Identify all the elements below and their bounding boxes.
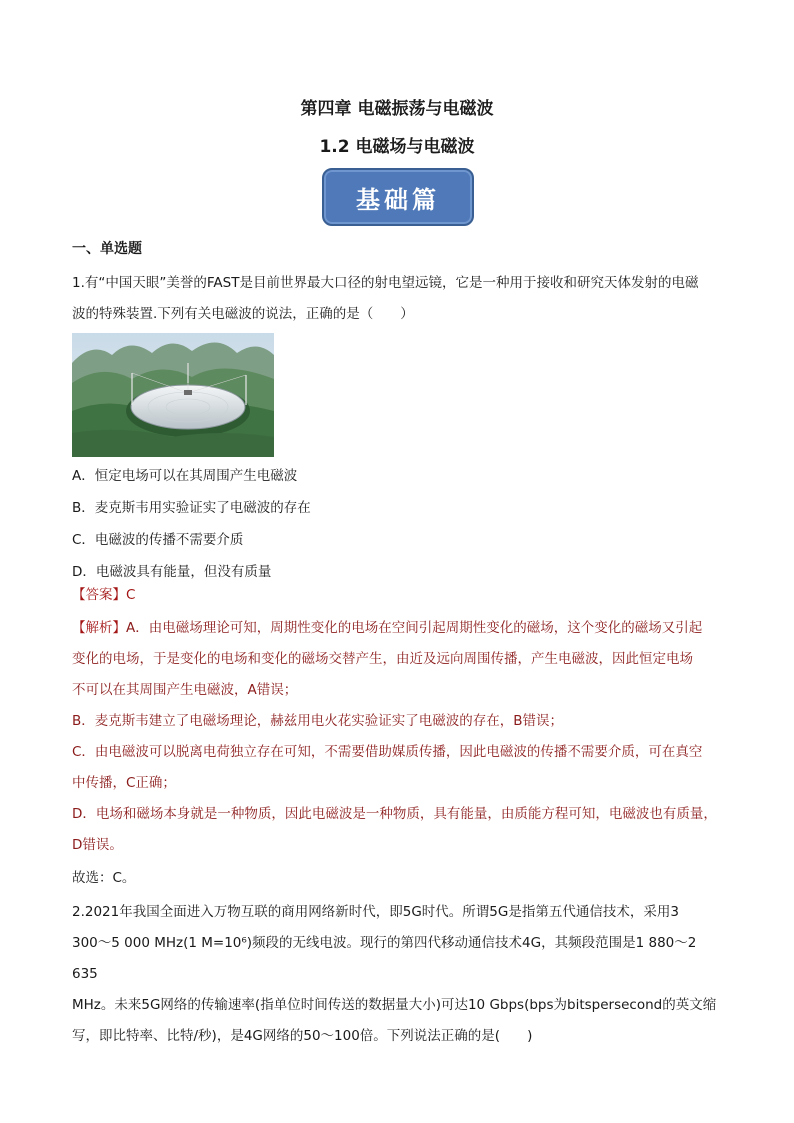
analysis-line: 变化的电场，于是变化的电场和变化的磁场交替产生，由近及远向周围传播，产生电磁波，因此恒定电场: [72, 651, 693, 667]
chapter-title: 第四章 电磁振荡与电磁波: [300, 99, 494, 119]
question-1-line: 1.有“中国天眼”美誉的FAST是目前世界最大口径的射电望远镜，它是一种用于接收和研究天体发射的电磁: [72, 275, 699, 291]
section-title: 1.2 电磁场与电磁波: [319, 137, 475, 157]
analysis-line: D．电场和磁场本身就是一种物质，因此电磁波是一种物质，具有能量，由质能方程可知，电磁波也有质量，: [72, 806, 717, 822]
question-2-line: 300～5 000 MHz(1 M=10⁶)频段的无线电波。现行的第四代移动通信技术4G，其频段范围是1 880～2 635: [72, 935, 697, 982]
level-badge: 基础篇: [322, 168, 474, 226]
fast-telescope-photo: [72, 333, 274, 457]
analysis-line: 【解析】A．由电磁场理论可知，周期性变化的电场在空间引起周期性变化的磁场，这个变化的磁场又引起: [72, 620, 703, 636]
analysis-line: 不可以在其周围产生电磁波，A错误；: [72, 682, 298, 698]
answer-value: C: [126, 587, 136, 603]
option-d: D．电磁波具有能量，但没有质量: [72, 564, 272, 580]
answer-tag: 【答案】: [72, 587, 126, 603]
telescope-image-icon: [72, 333, 274, 457]
question-2-line: 2.2021年我国全面进入万物互联的商用网络新时代，即5G时代。所谓5G是指第五代通信技术，采用3: [72, 904, 679, 920]
question-2-stem: [72, 897, 724, 1052]
question-2-line: MHz。未来5G网络的传输速率(指单位时间传送的数据量大小)可达10 Gbps(bps为bitspersecond的英文缩: [72, 997, 717, 1013]
analysis-block: [72, 613, 724, 861]
analysis-tag: 【解析】: [72, 620, 126, 636]
answer-line: [72, 583, 135, 603]
question-1-options: [72, 460, 724, 588]
analysis-line: 中传播，C正确；: [72, 775, 176, 791]
section-heading: 一、单选题: [72, 241, 142, 257]
question-1-line: 波的特殊装置.下列有关电磁波的说法，正确的是（ ）: [72, 306, 414, 322]
question-1-stem: [72, 268, 724, 330]
option-b: B．麦克斯韦用实验证实了电磁波的存在: [72, 500, 311, 516]
conclusion: 故选：C。: [72, 870, 136, 886]
question-2-line: 写，即比特率、比特/秒)，是4G网络的50～100倍。下列说法正确的是( ): [72, 1028, 533, 1044]
analysis-line: B．麦克斯韦建立了电磁场理论，赫兹用电火花实验证实了电磁波的存在，B错误；: [72, 713, 564, 729]
analysis-line: C．由电磁波可以脱离电荷独立存在可知，不需要借助媒质传播，因此电磁波的传播不需要介质，可在真空: [72, 744, 703, 760]
option-c: C．电磁波的传播不需要介质: [72, 532, 244, 548]
option-a: A．恒定电场可以在其周围产生电磁波: [72, 468, 298, 484]
analysis-line: D错误。: [72, 837, 123, 853]
